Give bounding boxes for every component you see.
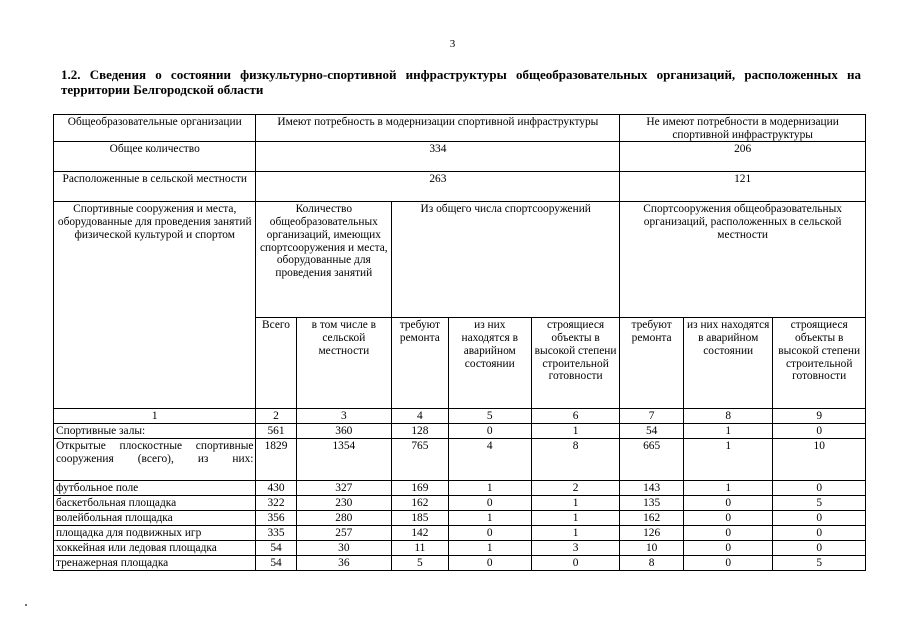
table-row (54, 496, 866, 511)
cell-value: 0 (448, 496, 531, 511)
subheader-total: Всего (256, 318, 296, 409)
cell-value: 322 (256, 496, 296, 511)
cell-value: 2 (531, 481, 619, 496)
cell-value: 8 (531, 439, 619, 481)
cell-value: 54 (620, 424, 684, 439)
cell-value: 143 (620, 481, 684, 496)
table-row (54, 424, 866, 439)
row-total-label: Общее количество (54, 142, 256, 172)
cell-value: 360 (296, 424, 392, 439)
row-label: волейбольная площадка (54, 511, 256, 526)
cell-value: 0 (684, 541, 773, 556)
cell-value: 128 (392, 424, 449, 439)
row-rural-no-need: 121 (620, 172, 866, 202)
table-row (54, 481, 866, 496)
header-cell-organizations: Общеобразовательные организации (54, 115, 256, 142)
cell-value: 10 (773, 439, 866, 481)
cell-value: 142 (392, 526, 449, 541)
cell-value: 0 (773, 481, 866, 496)
cell-value: 0 (684, 556, 773, 571)
cell-value: 4 (448, 439, 531, 481)
cell-value: 135 (620, 496, 684, 511)
section-heading: 1.2. Сведения о состоянии физкультурно-спортивной инфраструктуры общеобразовательных организаций, расположенных на территории Белгородской области (61, 67, 861, 97)
cell-value: 162 (392, 496, 449, 511)
cell-value: 1 (448, 511, 531, 526)
cell-value: 0 (448, 526, 531, 541)
cell-value: 257 (296, 526, 392, 541)
row-total-no-need: 206 (620, 142, 866, 172)
cell-value: 1354 (296, 439, 392, 481)
cell-value: 126 (620, 526, 684, 541)
header-cell-no-need-modernization: Не имеют потребности в модернизации спортивной инфраструктуры (620, 115, 866, 142)
table-row (54, 541, 866, 556)
row-label: Спортивные залы: (54, 424, 256, 439)
subheader-rural-repair: требуют ремонта (620, 318, 684, 409)
cell-value: 230 (296, 496, 392, 511)
cell-value: 36 (296, 556, 392, 571)
cell-value: 0 (684, 526, 773, 541)
infrastructure-table (53, 114, 866, 571)
row-total-need: 334 (256, 142, 620, 172)
table-row (54, 556, 866, 571)
cell-value: 0 (684, 511, 773, 526)
column-number: 9 (773, 409, 866, 424)
cell-value: 54 (256, 556, 296, 571)
cell-value: 1 (684, 439, 773, 481)
row-rural-need: 263 (256, 172, 620, 202)
cell-value: 765 (392, 439, 449, 481)
subheader-emergency: из них находятся в аварийном состоянии (448, 318, 531, 409)
cell-value: 0 (531, 556, 619, 571)
cell-value: 0 (448, 556, 531, 571)
cell-value: 356 (256, 511, 296, 526)
subheader-rural-emergency: из них находятся в аварийном состоянии (684, 318, 773, 409)
cell-value: 0 (773, 511, 866, 526)
cell-value: 11 (392, 541, 449, 556)
cell-value: 5 (392, 556, 449, 571)
header-cell-count-organizations: Количество общеобразовательных организаций, имеющих спортсооружения и места, оборудованные для проведения занятий (256, 202, 392, 318)
row-rural-label: Расположенные в сельской местности (54, 172, 256, 202)
table-row (54, 511, 866, 526)
cell-value: 561 (256, 424, 296, 439)
cell-value: 1 (531, 496, 619, 511)
cell-value: 10 (620, 541, 684, 556)
cell-value: 185 (392, 511, 449, 526)
cell-value: 54 (256, 541, 296, 556)
cell-value: 169 (392, 481, 449, 496)
column-number: 6 (531, 409, 619, 424)
row-label: площадка для подвижных игр (54, 526, 256, 541)
cell-value: 162 (620, 511, 684, 526)
cell-value: 1 (448, 481, 531, 496)
subheader-repair: требуют ремонта (392, 318, 449, 409)
cell-value: 1 (448, 541, 531, 556)
column-number: 7 (620, 409, 684, 424)
cell-value: 1 (684, 424, 773, 439)
cell-value: 1 (531, 526, 619, 541)
cell-value: 1 (531, 511, 619, 526)
cell-value: 8 (620, 556, 684, 571)
cell-value: 30 (296, 541, 392, 556)
column-number: 4 (392, 409, 449, 424)
cell-value: 280 (296, 511, 392, 526)
row-label: баскетбольная площадка (54, 496, 256, 511)
table-row (54, 439, 866, 481)
subheader-rural-construction: строящиеся объекты в высокой степени строительной готовности (773, 318, 866, 409)
subheader-rural: в том числе в сельской местности (296, 318, 392, 409)
row-rural (54, 172, 866, 202)
table-row (54, 526, 866, 541)
column-number: 8 (684, 409, 773, 424)
row-label: футбольное поле (54, 481, 256, 496)
cell-value: 5 (773, 556, 866, 571)
cell-value: 0 (773, 526, 866, 541)
header-cell-of-total: Из общего числа спортсооружений (392, 202, 620, 318)
cell-value: 1 (531, 424, 619, 439)
scan-speck (25, 604, 27, 606)
row-label: хоккейная или ледовая площадка (54, 541, 256, 556)
cell-value: 0 (773, 541, 866, 556)
row-label: тренажерная площадка (54, 556, 256, 571)
header-cell-facilities: Спортивные сооружения и места, оборудованные для проведения занятий физической культурой и спортом (54, 202, 256, 409)
cell-value: 1829 (256, 439, 296, 481)
cell-value: 5 (773, 496, 866, 511)
row-total (54, 142, 866, 172)
cell-value: 665 (620, 439, 684, 481)
row-label: Открытые плоскостные спортивные сооружения (всего), из них: (54, 439, 256, 481)
subheader-construction: строящиеся объекты в высокой степени строительной готовности (531, 318, 619, 409)
column-numbers-row (54, 409, 866, 424)
cell-value: 1 (684, 481, 773, 496)
header-cell-need-modernization: Имеют потребность в модернизации спортивной инфраструктуры (256, 115, 620, 142)
cell-value: 327 (296, 481, 392, 496)
header-cell-rural-facilities: Спортсооружения общеобразовательных организаций, расположенных в сельской местности (620, 202, 866, 318)
column-number: 2 (256, 409, 296, 424)
cell-value: 430 (256, 481, 296, 496)
cell-value: 0 (773, 424, 866, 439)
column-number: 5 (448, 409, 531, 424)
header-row-2 (54, 202, 866, 318)
page-number: 3 (449, 38, 456, 50)
cell-value: 0 (448, 424, 531, 439)
column-number: 3 (296, 409, 392, 424)
cell-value: 335 (256, 526, 296, 541)
cell-value: 3 (531, 541, 619, 556)
header-row-1 (54, 115, 866, 142)
cell-value: 0 (684, 496, 773, 511)
column-number: 1 (54, 409, 256, 424)
